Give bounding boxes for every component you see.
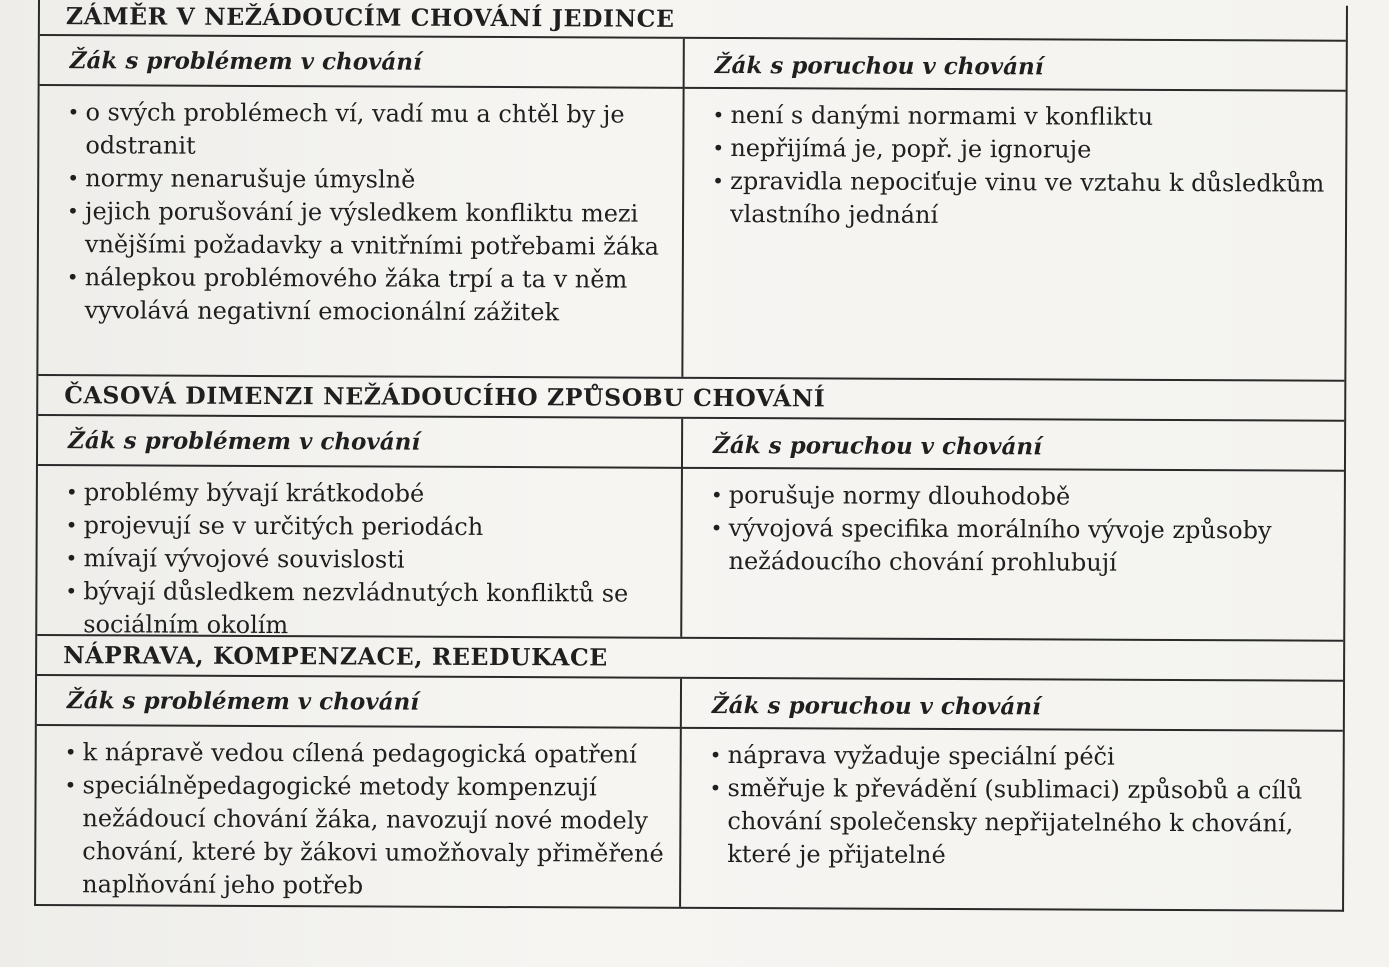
right-item-list bbox=[682, 469, 1343, 585]
right-item-list bbox=[684, 89, 1346, 238]
list-item: • směřuje k převádění (sublimaci) způsobů a cílů chování společensky nepřijatelného k chování, které je přijatelné bbox=[711, 772, 1328, 874]
left-column-content bbox=[36, 726, 682, 907]
section-remedy bbox=[36, 634, 1343, 910]
list-item: • náprava vyžaduje speciální péči bbox=[712, 739, 1329, 775]
left-column-heading: Žák s problémem v chování bbox=[37, 676, 682, 729]
list-item: • bývají důsledkem nezvládnutých konfliktů se sociálním okolím bbox=[67, 575, 666, 644]
list-item: • vývojová specifika morálního vývoje způsoby nežádoucího chování prohlubují bbox=[712, 512, 1329, 581]
content-row bbox=[36, 726, 1343, 910]
list-item: • jejich porušování je výsledkem konfliktu mezi vnějšími požadavky a vnitřními potřebami žáka bbox=[69, 195, 668, 264]
section-title: ČASOVÁ DIMENZI NEŽÁDOUCÍHO ZPŮSOBU CHOVÁNÍ bbox=[38, 374, 1344, 422]
left-column-content bbox=[37, 466, 683, 640]
list-item: • speciálněpedagogické metody kompenzují nežádoucí chování žáka, navozují nové modely chování, které by žákovi umožňovaly přiměřené naplňování jeho potřeb bbox=[66, 769, 666, 904]
left-item-list bbox=[39, 86, 683, 334]
content-row bbox=[38, 86, 1345, 380]
left-column-heading: Žák s problémem v chování bbox=[40, 36, 685, 89]
left-column-content bbox=[38, 86, 684, 377]
left-item-list bbox=[37, 466, 681, 648]
list-item: • o svých problémech ví, vadí mu a chtěl by je odstranit bbox=[69, 96, 668, 165]
list-item: • problémy bývají krátkodobé bbox=[68, 476, 667, 512]
right-column-heading: Žák s poruchou v chování bbox=[683, 419, 1344, 472]
list-item: • není s danými normami v konfliktu bbox=[714, 99, 1331, 135]
left-column-heading: Žák s problémem v chování bbox=[38, 416, 683, 469]
list-item: • porušuje normy dlouhodobě bbox=[713, 479, 1330, 515]
list-item: • nepřijímá je, popř. je ignoruje bbox=[714, 132, 1331, 168]
section-title: NÁPRAVA, KOMPENZACE, REEDUKACE bbox=[37, 634, 1343, 682]
right-column-heading: Žák s poruchou v chování bbox=[685, 39, 1346, 92]
list-item: • projevují se v určitých periodách bbox=[68, 509, 667, 545]
content-row bbox=[37, 466, 1344, 640]
section-time-dimension bbox=[37, 374, 1344, 640]
right-column-content bbox=[682, 469, 1344, 640]
list-item: • nálepkou problémového žáka trpí a ta v něm vyvolává negativní emocionální zážitek bbox=[69, 261, 668, 330]
list-item: • zpravidla nepociťuje vinu ve vztahu k důsledkům vlastního jednání bbox=[714, 165, 1331, 234]
section-intent bbox=[38, 0, 1346, 380]
right-column-content bbox=[683, 89, 1345, 380]
section-title: ZÁMĚR V NEŽÁDOUCÍM CHOVÁNÍ JEDINCE bbox=[40, 0, 1346, 42]
right-item-list bbox=[681, 729, 1343, 878]
right-column-heading: Žák s poruchou v chování bbox=[682, 679, 1343, 732]
list-item: • normy nenarušuje úmyslně bbox=[69, 162, 668, 198]
subheading-row bbox=[37, 676, 1343, 732]
right-column-content bbox=[681, 729, 1343, 910]
left-item-list bbox=[36, 726, 680, 908]
subheading-row bbox=[40, 36, 1346, 92]
subheading-row bbox=[38, 416, 1344, 472]
list-item: • k nápravě vedou cílená pedagogická opatření bbox=[67, 736, 666, 772]
list-item: • mívají vývojové souvislosti bbox=[67, 542, 666, 578]
comparison-table bbox=[34, 0, 1348, 912]
